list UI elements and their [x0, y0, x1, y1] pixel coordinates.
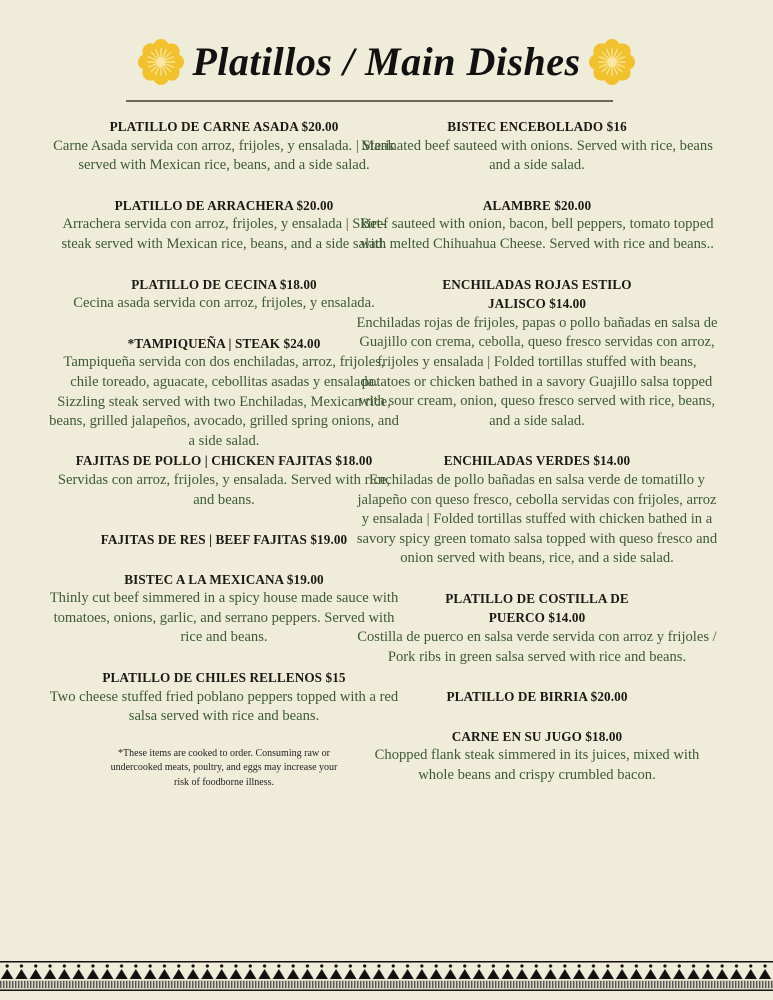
menu-item: [356, 727, 718, 786]
dish-description: Arrachera servida con arroz, frijoles, y ensalada | Skirt-steak served with Mexican rice, beans, and a side salad.: [61, 216, 387, 252]
dish-description: Thinly cut beef simmered in a spicy house made sauce with tomatoes, onions, garlic, and serrano peppers. Served with rice and beans.: [49, 590, 399, 646]
dish-description: Beef sauteed with onion, bacon, bell peppers, tomato topped with melted Chihuahua Cheese. Served with rice and beans..: [360, 216, 714, 252]
dish-name: PLATILLO DE CECINA $18.00: [131, 276, 317, 292]
tribal-border-pattern-icon: [0, 961, 773, 991]
page-title: Platillos / Main Dishes: [192, 39, 581, 84]
menu-item: [48, 275, 400, 314]
dish-description: Costilla de puerco en salsa verde servida con arroz y frijoles / Pork ribs in green salsa served with rice and beans.: [357, 629, 717, 665]
dish-name: PLATILLO DE CARNE ASADA $20.00: [109, 119, 339, 134]
menu-item: [356, 117, 718, 176]
dish-name: PLATILLO DE ARRACHERA $20.00: [114, 197, 334, 213]
page-header: [0, 36, 773, 88]
dish-name: PLATILLO DE BIRRIA $20.00: [446, 689, 628, 705]
menu-item: [356, 196, 718, 255]
dish-description: Enchiladas rojas de frijoles, papas o pollo bañadas en salsa de Guajillo con crema, cebolla, queso fresco servidas con arroz, frijoles y ensalada | Folded tortillas stuffed with beans, potatoes or chicken bathed in a savory Guajillo salsa topped with sour cream, onion, queso fresco served with rice, beans, and a side salad.: [356, 314, 718, 429]
menu-item: [356, 451, 718, 569]
menu-item: [48, 570, 400, 648]
dish-description-english: Sizzling steak served with two Enchiladas, Mexican rice, beans, grilled jalapeños, avocado, grilled spring onions, and a side salad.: [49, 393, 399, 449]
dish-name: FAJITAS DE POLLO | CHICKEN FAJITAS $18.00: [75, 453, 373, 469]
dish-name: FAJITAS DE RES | BEEF FAJITAS $19.00: [100, 532, 348, 548]
menu-item: [48, 196, 400, 255]
title-divider: [126, 100, 613, 102]
dish-name: PLATILLO DE COSTILLA DE PUERCO $14.00: [445, 590, 629, 626]
dish-name: *TAMPIQUEÑA | STEAK $24.00: [127, 335, 321, 351]
dish-description: Two cheese stuffed fried poblano peppers topped with a red salsa served with rice and beans.: [49, 688, 399, 725]
left-menu-column: [48, 117, 400, 790]
menu-item: [356, 589, 718, 667]
dish-description: Carne Asada servida con arroz, frijoles, y ensalada. | Steak served with Mexican rice, beans, and a side salad.: [53, 137, 395, 174]
dish-name: BISTEC ENCEBOLLADO $16: [447, 119, 627, 134]
dish-description: Tampiqueña servida con dos enchiladas, arroz, frijoles, chile toreado, aguacate, cebollitas asadas y ensalada.: [63, 354, 385, 390]
dish-name: ENCHILADAS VERDES $14.00: [443, 453, 631, 469]
dish-name: BISTEC A LA MEXICANA $19.00: [124, 571, 324, 587]
menu-item: [48, 451, 400, 510]
menu-item: [356, 687, 718, 707]
dish-description: Marinated beef sauteed with onions. Served with rice, beans and a side salad.: [361, 137, 713, 174]
dish-description: Chopped flank steak simmered in its juices, mixed with whole beans and crispy crumbled bacon.: [374, 747, 700, 784]
menu-item: [356, 275, 718, 432]
menu-item: [48, 668, 400, 727]
dish-name: CARNE EN SU JUGO $18.00: [451, 728, 623, 744]
flower-icon: [138, 39, 184, 85]
dish-description: Servidas con arroz, frijoles, y ensalada. Served with rice, and beans.: [57, 471, 391, 508]
dish-name: PLATILLO DE CHILES RELLENOS $15: [102, 670, 346, 686]
right-menu-column: [356, 117, 718, 806]
dish-description: Cecina asada servida con arroz, frijoles, y ensalada.: [73, 295, 375, 312]
dish-name: ENCHILADAS ROJAS ESTILO JALISCO $14.00: [442, 276, 632, 312]
dish-description: Enchiladas de pollo bañadas en salsa verde de tomatillo y jalapeño con queso fresco, cebolla servidas con frijoles, arroz y ensalada | Folded tortillas stuffed with chicken bathed in a savory spicy green tomato salsa topped with queso fresco and onion served with beans, rice, and a side salad.: [356, 471, 718, 567]
food-safety-footnote: *These items are cooked to order. Consuming raw or undercooked meats, poultry, and eggs may increase your risk of foodborne illness.: [110, 747, 338, 788]
menu-item: [48, 117, 400, 176]
menu-item: [48, 334, 400, 452]
dish-name: ALAMBRE $20.00: [482, 197, 592, 213]
flower-icon: [589, 39, 635, 85]
menu-item: [48, 530, 400, 550]
